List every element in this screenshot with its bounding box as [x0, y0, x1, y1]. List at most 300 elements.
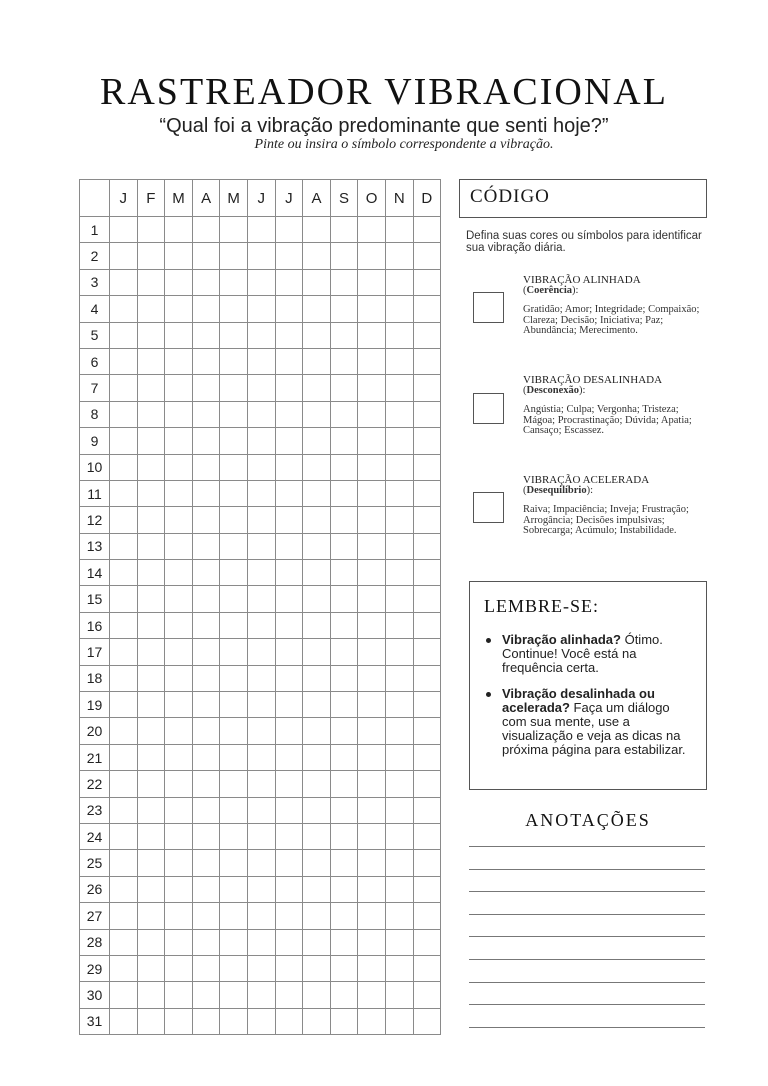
tracker-cell[interactable] [413, 692, 441, 718]
tracker-cell[interactable] [330, 744, 358, 770]
tracker-cell[interactable] [358, 744, 386, 770]
tracker-cell[interactable] [385, 296, 413, 322]
tracker-cell[interactable] [110, 348, 138, 374]
tracker-cell[interactable] [137, 454, 165, 480]
tracker-cell[interactable] [220, 797, 248, 823]
tracker-cell[interactable] [275, 1008, 303, 1034]
aligned-vibration-symbol-box[interactable] [473, 292, 504, 323]
tracker-cell[interactable] [413, 454, 441, 480]
note-line[interactable] [469, 846, 705, 847]
tracker-cell[interactable] [303, 718, 331, 744]
tracker-cell[interactable] [413, 718, 441, 744]
tracker-cell[interactable] [220, 982, 248, 1008]
tracker-cell[interactable] [385, 217, 413, 243]
tracker-cell[interactable] [330, 401, 358, 427]
tracker-cell[interactable] [220, 612, 248, 638]
tracker-cell[interactable] [275, 454, 303, 480]
tracker-cell[interactable] [330, 560, 358, 586]
note-line[interactable] [469, 914, 705, 915]
tracker-cell[interactable] [303, 217, 331, 243]
note-line[interactable] [469, 959, 705, 960]
tracker-cell[interactable] [275, 850, 303, 876]
tracker-cell[interactable] [303, 322, 331, 348]
tracker-cell[interactable] [385, 243, 413, 269]
tracker-cell[interactable] [385, 454, 413, 480]
tracker-cell[interactable] [137, 1008, 165, 1034]
tracker-cell[interactable] [385, 823, 413, 849]
tracker-cell[interactable] [385, 586, 413, 612]
tracker-cell[interactable] [385, 269, 413, 295]
tracker-cell[interactable] [247, 955, 275, 981]
tracker-cell[interactable] [358, 1008, 386, 1034]
tracker-cell[interactable] [275, 692, 303, 718]
tracker-cell[interactable] [110, 322, 138, 348]
tracker-cell[interactable] [220, 401, 248, 427]
tracker-cell[interactable] [413, 955, 441, 981]
tracker-cell[interactable] [275, 612, 303, 638]
tracker-cell[interactable] [165, 903, 193, 929]
tracker-cell[interactable] [358, 269, 386, 295]
tracker-cell[interactable] [247, 480, 275, 506]
tracker-cell[interactable] [192, 454, 220, 480]
tracker-cell[interactable] [247, 850, 275, 876]
tracker-cell[interactable] [247, 876, 275, 902]
tracker-cell[interactable] [110, 797, 138, 823]
tracker-cell[interactable] [385, 797, 413, 823]
tracker-cell[interactable] [358, 929, 386, 955]
tracker-cell[interactable] [330, 771, 358, 797]
tracker-cell[interactable] [220, 823, 248, 849]
tracker-cell[interactable] [110, 560, 138, 586]
tracker-cell[interactable] [165, 929, 193, 955]
tracker-cell[interactable] [247, 560, 275, 586]
tracker-cell[interactable] [220, 243, 248, 269]
tracker-cell[interactable] [220, 296, 248, 322]
tracker-cell[interactable] [165, 665, 193, 691]
tracker-cell[interactable] [220, 586, 248, 612]
tracker-cell[interactable] [137, 876, 165, 902]
tracker-cell[interactable] [192, 401, 220, 427]
tracker-cell[interactable] [110, 639, 138, 665]
tracker-cell[interactable] [247, 348, 275, 374]
tracker-cell[interactable] [358, 507, 386, 533]
tracker-cell[interactable] [192, 903, 220, 929]
tracker-cell[interactable] [137, 269, 165, 295]
tracker-cell[interactable] [330, 612, 358, 638]
tracker-cell[interactable] [247, 903, 275, 929]
tracker-cell[interactable] [330, 269, 358, 295]
tracker-cell[interactable] [192, 665, 220, 691]
tracker-cell[interactable] [247, 665, 275, 691]
tracker-cell[interactable] [275, 322, 303, 348]
tracker-cell[interactable] [220, 929, 248, 955]
tracker-cell[interactable] [275, 903, 303, 929]
tracker-cell[interactable] [137, 480, 165, 506]
tracker-cell[interactable] [413, 1008, 441, 1034]
tracker-cell[interactable] [303, 296, 331, 322]
tracker-cell[interactable] [192, 375, 220, 401]
tracker-cell[interactable] [165, 217, 193, 243]
tracker-cell[interactable] [275, 348, 303, 374]
tracker-cell[interactable] [275, 533, 303, 559]
accelerated-vibration-symbol-box[interactable] [473, 492, 504, 523]
tracker-cell[interactable] [275, 771, 303, 797]
tracker-cell[interactable] [220, 533, 248, 559]
misaligned-vibration-symbol-box[interactable] [473, 393, 504, 424]
tracker-cell[interactable] [165, 454, 193, 480]
tracker-cell[interactable] [165, 480, 193, 506]
tracker-cell[interactable] [385, 929, 413, 955]
tracker-cell[interactable] [110, 428, 138, 454]
tracker-cell[interactable] [330, 454, 358, 480]
tracker-cell[interactable] [303, 744, 331, 770]
tracker-cell[interactable] [330, 507, 358, 533]
tracker-cell[interactable] [137, 401, 165, 427]
tracker-cell[interactable] [385, 348, 413, 374]
tracker-cell[interactable] [110, 586, 138, 612]
tracker-cell[interactable] [413, 348, 441, 374]
tracker-cell[interactable] [165, 322, 193, 348]
tracker-cell[interactable] [137, 982, 165, 1008]
tracker-cell[interactable] [330, 929, 358, 955]
tracker-cell[interactable] [192, 797, 220, 823]
tracker-cell[interactable] [137, 639, 165, 665]
tracker-cell[interactable] [110, 217, 138, 243]
tracker-cell[interactable] [137, 903, 165, 929]
tracker-cell[interactable] [385, 692, 413, 718]
tracker-cell[interactable] [385, 480, 413, 506]
tracker-cell[interactable] [358, 639, 386, 665]
tracker-cell[interactable] [247, 797, 275, 823]
tracker-cell[interactable] [385, 718, 413, 744]
tracker-cell[interactable] [192, 480, 220, 506]
tracker-cell[interactable] [275, 401, 303, 427]
tracker-cell[interactable] [247, 269, 275, 295]
tracker-cell[interactable] [413, 533, 441, 559]
tracker-cell[interactable] [303, 639, 331, 665]
tracker-cell[interactable] [358, 665, 386, 691]
tracker-cell[interactable] [358, 428, 386, 454]
tracker-cell[interactable] [413, 375, 441, 401]
tracker-cell[interactable] [413, 269, 441, 295]
tracker-cell[interactable] [275, 243, 303, 269]
tracker-cell[interactable] [247, 533, 275, 559]
tracker-cell[interactable] [303, 692, 331, 718]
tracker-cell[interactable] [303, 797, 331, 823]
tracker-cell[interactable] [165, 718, 193, 744]
tracker-cell[interactable] [413, 876, 441, 902]
tracker-cell[interactable] [330, 586, 358, 612]
tracker-cell[interactable] [385, 850, 413, 876]
tracker-cell[interactable] [220, 375, 248, 401]
tracker-cell[interactable] [413, 982, 441, 1008]
tracker-cell[interactable] [385, 665, 413, 691]
tracker-cell[interactable] [165, 375, 193, 401]
tracker-cell[interactable] [192, 823, 220, 849]
tracker-cell[interactable] [358, 296, 386, 322]
tracker-cell[interactable] [165, 533, 193, 559]
tracker-cell[interactable] [303, 823, 331, 849]
tracker-cell[interactable] [330, 665, 358, 691]
tracker-cell[interactable] [110, 480, 138, 506]
tracker-cell[interactable] [192, 322, 220, 348]
tracker-cell[interactable] [137, 797, 165, 823]
tracker-cell[interactable] [303, 771, 331, 797]
tracker-cell[interactable] [110, 243, 138, 269]
tracker-cell[interactable] [220, 322, 248, 348]
tracker-cell[interactable] [192, 217, 220, 243]
tracker-cell[interactable] [192, 586, 220, 612]
tracker-cell[interactable] [358, 876, 386, 902]
tracker-cell[interactable] [247, 718, 275, 744]
tracker-cell[interactable] [220, 1008, 248, 1034]
tracker-cell[interactable] [385, 428, 413, 454]
tracker-cell[interactable] [275, 982, 303, 1008]
tracker-cell[interactable] [303, 243, 331, 269]
tracker-cell[interactable] [330, 903, 358, 929]
note-line[interactable] [469, 869, 705, 870]
tracker-cell[interactable] [137, 243, 165, 269]
tracker-cell[interactable] [303, 665, 331, 691]
tracker-cell[interactable] [247, 507, 275, 533]
tracker-cell[interactable] [385, 533, 413, 559]
tracker-cell[interactable] [137, 771, 165, 797]
tracker-cell[interactable] [303, 401, 331, 427]
tracker-cell[interactable] [330, 375, 358, 401]
tracker-cell[interactable] [165, 744, 193, 770]
tracker-cell[interactable] [330, 243, 358, 269]
tracker-cell[interactable] [358, 692, 386, 718]
tracker-cell[interactable] [358, 217, 386, 243]
tracker-cell[interactable] [165, 982, 193, 1008]
tracker-cell[interactable] [110, 982, 138, 1008]
tracker-cell[interactable] [165, 428, 193, 454]
tracker-cell[interactable] [247, 243, 275, 269]
tracker-cell[interactable] [358, 348, 386, 374]
tracker-cell[interactable] [358, 586, 386, 612]
tracker-cell[interactable] [303, 269, 331, 295]
tracker-cell[interactable] [385, 982, 413, 1008]
tracker-cell[interactable] [220, 348, 248, 374]
tracker-cell[interactable] [275, 586, 303, 612]
tracker-cell[interactable] [165, 348, 193, 374]
tracker-cell[interactable] [385, 612, 413, 638]
tracker-cell[interactable] [385, 375, 413, 401]
tracker-cell[interactable] [330, 348, 358, 374]
tracker-cell[interactable] [385, 744, 413, 770]
tracker-cell[interactable] [358, 771, 386, 797]
tracker-cell[interactable] [192, 850, 220, 876]
tracker-cell[interactable] [220, 771, 248, 797]
tracker-cell[interactable] [137, 692, 165, 718]
tracker-cell[interactable] [413, 771, 441, 797]
tracker-cell[interactable] [275, 480, 303, 506]
tracker-cell[interactable] [192, 533, 220, 559]
tracker-cell[interactable] [110, 269, 138, 295]
tracker-cell[interactable] [275, 929, 303, 955]
tracker-cell[interactable] [165, 612, 193, 638]
tracker-cell[interactable] [330, 533, 358, 559]
tracker-cell[interactable] [330, 797, 358, 823]
tracker-cell[interactable] [413, 401, 441, 427]
tracker-cell[interactable] [110, 692, 138, 718]
tracker-cell[interactable] [110, 454, 138, 480]
tracker-cell[interactable] [275, 876, 303, 902]
tracker-cell[interactable] [413, 850, 441, 876]
tracker-cell[interactable] [247, 744, 275, 770]
tracker-cell[interactable] [165, 771, 193, 797]
tracker-cell[interactable] [137, 718, 165, 744]
tracker-cell[interactable] [303, 586, 331, 612]
tracker-cell[interactable] [220, 480, 248, 506]
tracker-cell[interactable] [110, 1008, 138, 1034]
tracker-cell[interactable] [220, 217, 248, 243]
tracker-cell[interactable] [220, 876, 248, 902]
tracker-cell[interactable] [165, 823, 193, 849]
tracker-cell[interactable] [220, 507, 248, 533]
tracker-cell[interactable] [330, 850, 358, 876]
tracker-cell[interactable] [330, 876, 358, 902]
tracker-cell[interactable] [358, 322, 386, 348]
tracker-cell[interactable] [303, 612, 331, 638]
tracker-cell[interactable] [247, 929, 275, 955]
tracker-cell[interactable] [247, 982, 275, 1008]
tracker-cell[interactable] [247, 586, 275, 612]
tracker-cell[interactable] [413, 296, 441, 322]
tracker-cell[interactable] [137, 665, 165, 691]
tracker-cell[interactable] [247, 401, 275, 427]
tracker-cell[interactable] [247, 296, 275, 322]
tracker-cell[interactable] [110, 718, 138, 744]
tracker-cell[interactable] [413, 797, 441, 823]
tracker-cell[interactable] [220, 639, 248, 665]
tracker-cell[interactable] [413, 612, 441, 638]
tracker-cell[interactable] [275, 797, 303, 823]
tracker-cell[interactable] [303, 955, 331, 981]
tracker-cell[interactable] [358, 797, 386, 823]
tracker-cell[interactable] [137, 533, 165, 559]
note-line[interactable] [469, 891, 705, 892]
tracker-cell[interactable] [220, 692, 248, 718]
tracker-cell[interactable] [137, 217, 165, 243]
tracker-cell[interactable] [358, 718, 386, 744]
tracker-cell[interactable] [385, 322, 413, 348]
tracker-cell[interactable] [247, 428, 275, 454]
tracker-cell[interactable] [275, 375, 303, 401]
tracker-cell[interactable] [220, 744, 248, 770]
tracker-cell[interactable] [192, 744, 220, 770]
tracker-cell[interactable] [303, 929, 331, 955]
note-line[interactable] [469, 1004, 705, 1005]
tracker-cell[interactable] [303, 428, 331, 454]
tracker-cell[interactable] [192, 982, 220, 1008]
tracker-cell[interactable] [192, 612, 220, 638]
tracker-cell[interactable] [303, 560, 331, 586]
tracker-cell[interactable] [110, 296, 138, 322]
tracker-cell[interactable] [192, 507, 220, 533]
tracker-cell[interactable] [192, 771, 220, 797]
tracker-cell[interactable] [192, 876, 220, 902]
tracker-cell[interactable] [275, 217, 303, 243]
tracker-cell[interactable] [303, 454, 331, 480]
tracker-cell[interactable] [385, 507, 413, 533]
tracker-cell[interactable] [275, 560, 303, 586]
tracker-cell[interactable] [247, 454, 275, 480]
tracker-cell[interactable] [137, 744, 165, 770]
tracker-cell[interactable] [110, 771, 138, 797]
tracker-cell[interactable] [385, 876, 413, 902]
tracker-cell[interactable] [413, 744, 441, 770]
tracker-cell[interactable] [330, 428, 358, 454]
tracker-cell[interactable] [303, 1008, 331, 1034]
tracker-cell[interactable] [110, 744, 138, 770]
tracker-cell[interactable] [413, 929, 441, 955]
tracker-cell[interactable] [192, 929, 220, 955]
tracker-cell[interactable] [165, 296, 193, 322]
tracker-cell[interactable] [358, 533, 386, 559]
tracker-cell[interactable] [192, 718, 220, 744]
tracker-cell[interactable] [413, 507, 441, 533]
tracker-cell[interactable] [275, 639, 303, 665]
tracker-cell[interactable] [358, 903, 386, 929]
tracker-cell[interactable] [330, 322, 358, 348]
tracker-cell[interactable] [413, 428, 441, 454]
tracker-cell[interactable] [413, 586, 441, 612]
tracker-cell[interactable] [303, 480, 331, 506]
tracker-cell[interactable] [192, 639, 220, 665]
tracker-cell[interactable] [413, 823, 441, 849]
tracker-cell[interactable] [275, 718, 303, 744]
tracker-cell[interactable] [275, 507, 303, 533]
tracker-cell[interactable] [413, 639, 441, 665]
tracker-cell[interactable] [110, 850, 138, 876]
tracker-cell[interactable] [110, 612, 138, 638]
note-line[interactable] [469, 982, 705, 983]
tracker-cell[interactable] [275, 296, 303, 322]
tracker-cell[interactable] [247, 217, 275, 243]
tracker-cell[interactable] [137, 955, 165, 981]
tracker-cell[interactable] [413, 243, 441, 269]
tracker-cell[interactable] [385, 955, 413, 981]
tracker-cell[interactable] [137, 375, 165, 401]
tracker-cell[interactable] [137, 428, 165, 454]
tracker-cell[interactable] [110, 876, 138, 902]
tracker-cell[interactable] [110, 665, 138, 691]
tracker-cell[interactable] [137, 296, 165, 322]
tracker-cell[interactable] [275, 744, 303, 770]
tracker-cell[interactable] [165, 401, 193, 427]
tracker-cell[interactable] [137, 322, 165, 348]
tracker-cell[interactable] [192, 560, 220, 586]
tracker-cell[interactable] [165, 955, 193, 981]
tracker-cell[interactable] [303, 507, 331, 533]
tracker-cell[interactable] [220, 955, 248, 981]
tracker-cell[interactable] [275, 955, 303, 981]
tracker-cell[interactable] [358, 823, 386, 849]
tracker-cell[interactable] [192, 296, 220, 322]
tracker-cell[interactable] [247, 322, 275, 348]
tracker-cell[interactable] [137, 586, 165, 612]
tracker-cell[interactable] [137, 929, 165, 955]
tracker-cell[interactable] [137, 507, 165, 533]
tracker-cell[interactable] [330, 692, 358, 718]
tracker-cell[interactable] [358, 243, 386, 269]
tracker-cell[interactable] [192, 955, 220, 981]
tracker-cell[interactable] [330, 982, 358, 1008]
tracker-cell[interactable] [137, 823, 165, 849]
tracker-cell[interactable] [330, 480, 358, 506]
tracker-cell[interactable] [358, 850, 386, 876]
